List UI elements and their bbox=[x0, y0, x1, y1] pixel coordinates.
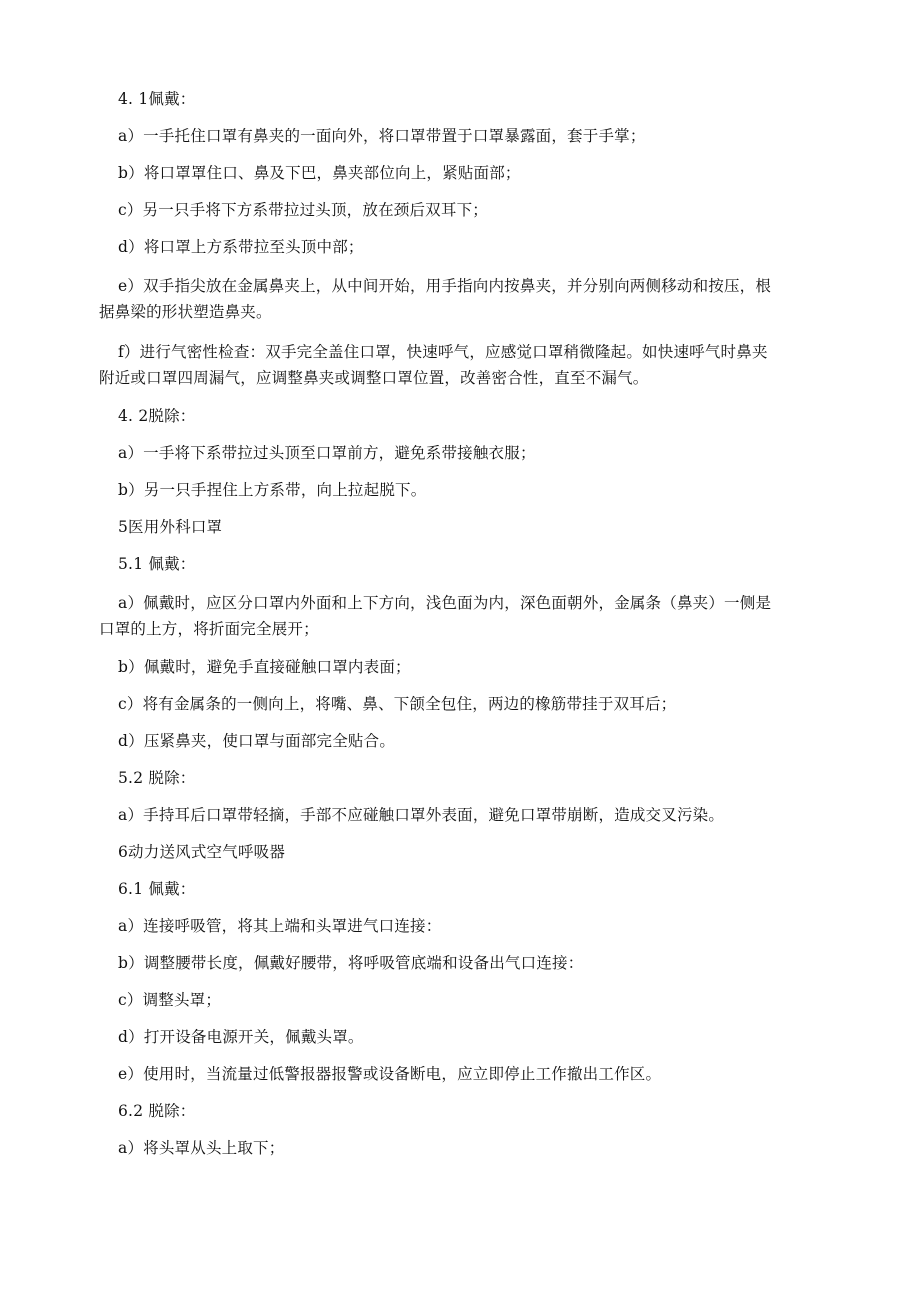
section-4-2-heading: 4. 2脱除： bbox=[118, 407, 196, 425]
step-5-2-a: a）手持耳后口罩带轻摘，手部不应碰触口罩外表面，避免口罩带崩断，造成交叉污染。 bbox=[118, 806, 725, 824]
step-4-1-f-line-2: 附近或口罩四周漏气，应调整鼻夹或调整口罩位置，改善密合性，直至不漏气。 bbox=[99, 369, 649, 387]
step-4-1-f bbox=[99, 339, 828, 391]
step-4-1-a: a）一手托住口罩有鼻夹的一面向外，将口罩带置于口罩暴露面，套于手掌； bbox=[118, 127, 646, 145]
step-4-1-f-line-1: f）进行气密性检查：双手完全盖住口罩，快速呼气，应感觉口罩稍微隆起。如快速呼气时鼻夹 bbox=[118, 343, 768, 361]
step-5-1-a bbox=[99, 590, 828, 642]
step-4-1-e bbox=[99, 273, 828, 325]
step-5-1-c: c）将有金属条的一侧向上，将嘴、鼻、下颌全包住，两边的橡筋带挂于双耳后； bbox=[118, 695, 677, 713]
step-6-1-b: b）调整腰带长度，佩戴好腰带，将呼吸管底端和设备出气口连接： bbox=[118, 954, 584, 972]
step-6-1-c: c）调整头罩； bbox=[118, 991, 222, 1009]
section-6-1-heading: 6.1 佩戴： bbox=[118, 880, 196, 898]
step-4-1-e-line-1: e）双手指尖放在金属鼻夹上，从中间开始，用手指向内按鼻夹，并分别向两侧移动和按压，根 bbox=[118, 277, 772, 295]
step-6-2-a: a）将头罩从头上取下； bbox=[118, 1139, 285, 1157]
step-5-1-a-line-1: a）佩戴时，应区分口罩内外面和上下方向，浅色面为内，深色面朝外，金属条（鼻夹）一侧是 bbox=[118, 594, 772, 612]
step-6-1-d: d）打开设备电源开关，佩戴头罩。 bbox=[118, 1028, 364, 1046]
step-4-2-b: b）另一只手捏住上方系带，向上拉起脱下。 bbox=[118, 481, 427, 499]
section-6-heading: 6动力送风式空气呼吸器 bbox=[118, 843, 286, 861]
section-6-2-heading: 6.2 脱除： bbox=[118, 1102, 196, 1120]
step-4-1-d: d）将口罩上方系带拉至头顶中部； bbox=[118, 238, 364, 256]
step-4-1-b: b）将口罩罩住口、鼻及下巴，鼻夹部位向上，紧贴面部； bbox=[118, 164, 521, 182]
section-4-1-heading: 4. 1佩戴： bbox=[118, 90, 196, 108]
section-5-heading: 5医用外科口罩 bbox=[118, 518, 223, 536]
section-5-1-heading: 5.1 佩戴： bbox=[118, 555, 196, 573]
step-4-1-e-line-2: 据鼻梁的形状塑造鼻夹。 bbox=[99, 303, 272, 321]
step-5-1-a-line-2: 口罩的上方，将折面完全展开； bbox=[99, 620, 319, 638]
step-5-1-d: d）压紧鼻夹，使口罩与面部完全贴合。 bbox=[118, 732, 396, 750]
step-5-1-b: b）佩戴时，避免手直接碰触口罩内表面； bbox=[118, 658, 411, 676]
step-4-2-a: a）一手将下系带拉过头顶至口罩前方，避免系带接触衣服； bbox=[118, 444, 536, 462]
step-4-1-c: c）另一只手将下方系带拉过头顶，放在颈后双耳下； bbox=[118, 201, 488, 219]
step-6-1-e: e）使用时，当流量过低警报器报警或设备断电，应立即停止工作撤出工作区。 bbox=[118, 1065, 662, 1083]
section-5-2-heading: 5.2 脱除： bbox=[118, 769, 196, 787]
step-6-1-a: a）连接呼吸管，将其上端和头罩进气口连接： bbox=[118, 917, 442, 935]
